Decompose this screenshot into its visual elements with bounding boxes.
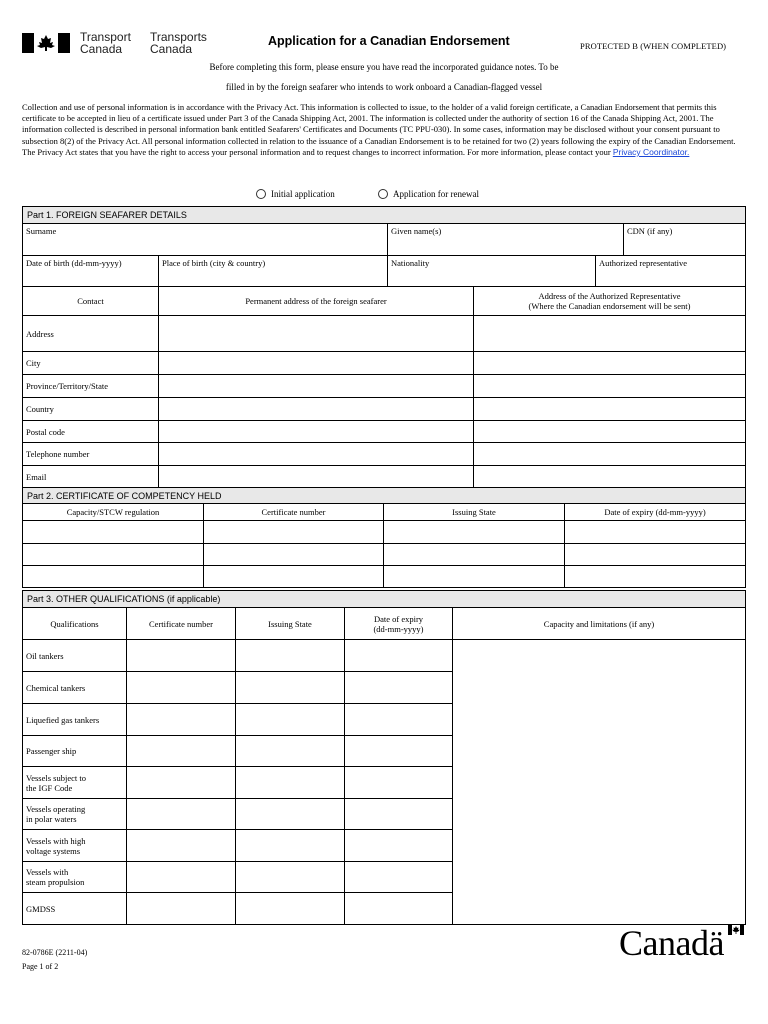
email-label: Email	[23, 466, 159, 488]
part2-cell[interactable]	[23, 521, 204, 544]
part2-cell[interactable]	[565, 521, 746, 544]
part3-cell[interactable]	[345, 704, 453, 736]
surname-field[interactable]: Surname	[23, 224, 388, 256]
part3-cell[interactable]	[236, 704, 345, 736]
initial-application-option[interactable]: Initial application	[256, 189, 335, 199]
part1-table	[22, 206, 746, 488]
part3-cell[interactable]	[236, 862, 345, 893]
part2-cell[interactable]	[384, 566, 565, 588]
nationality-field[interactable]: Nationality	[388, 256, 596, 287]
perm-address-input[interactable]	[159, 316, 474, 352]
qualification-passenger-ship: Passenger ship	[23, 736, 127, 767]
issuing-state-header: Issuing State	[236, 608, 345, 640]
part3-cell[interactable]	[236, 640, 345, 672]
perm-telephone-input[interactable]	[159, 443, 474, 466]
qualification-steam-propulsion: Vessels with steam propulsion	[23, 862, 127, 893]
dob-field[interactable]: Date of birth (dd-mm-yyyy)	[23, 256, 159, 287]
part2-table	[22, 487, 746, 588]
rep-address-input[interactable]	[474, 316, 746, 352]
part3-cell[interactable]	[236, 799, 345, 830]
part3-cell[interactable]	[345, 672, 453, 704]
perm-address-header: Permanent address of the foreign seafarer	[159, 287, 474, 316]
qualification-high-voltage: Vessels with high voltage systems	[23, 830, 127, 862]
rep-province-input[interactable]	[474, 375, 746, 398]
part3-cell[interactable]	[345, 893, 453, 925]
perm-postal-input[interactable]	[159, 421, 474, 443]
part3-cell[interactable]	[127, 672, 236, 704]
renewal-application-radio[interactable]	[378, 189, 388, 199]
part3-cell[interactable]	[127, 893, 236, 925]
privacy-notice: Collection and use of personal information is in accordance with the Privacy Act. This information is collected to issue, to the holder of a valid foreign certificate, a Canadian Endorsement that permits this certificate to be accepted in lieu of a certificate issued under Part 3 of the Canada Shipping Act, 2001. The information is collected under the authority of section 16 of the Canada Shipping Act, 2001. The information collected is described in personal information bank entitled Seafarers' Certificates and Documents (TC PPU-030). In some cases, information may be disclosed without your consent pursuant to subsection 8(2) of the Privacy Act. All personal information collected in relation to the issuance of a Canadian Endorsement is to be retained for two (2) years following the expiry of the Canadian Endorsement. The Privacy Act states that you have the right to access your personal information and to request changes to incorrect information. For more information, please contact your Privacy Coordinator.	[22, 102, 736, 157]
province-label: Province/Territory/State	[23, 375, 159, 398]
page-title: Application for a Canadian Endorsement	[268, 34, 510, 48]
initial-application-radio[interactable]	[256, 189, 266, 199]
perm-email-input[interactable]	[159, 466, 474, 488]
form-number: 82-0786E (2211-04)	[22, 948, 88, 957]
qualifications-header: Qualifications	[23, 608, 127, 640]
part2-cell[interactable]	[204, 521, 384, 544]
perm-province-input[interactable]	[159, 375, 474, 398]
part3-cell[interactable]	[236, 736, 345, 767]
issuing-state-header: Issuing State	[384, 504, 565, 521]
part2-cell[interactable]	[23, 544, 204, 566]
part2-cell[interactable]	[204, 544, 384, 566]
expiry-header: Date of expiry (dd-mm-yyyy)	[565, 504, 746, 521]
address-label: Address	[23, 316, 159, 352]
part3-table	[22, 590, 746, 925]
wordmark-flag-icon	[728, 925, 744, 935]
part3-cell[interactable]	[345, 862, 453, 893]
part1-header: Part 1. FOREIGN SEAFARER DETAILS	[23, 207, 746, 224]
telephone-label: Telephone number	[23, 443, 159, 466]
rep-telephone-input[interactable]	[474, 443, 746, 466]
perm-city-input[interactable]	[159, 352, 474, 375]
protected-label: PROTECTED B (WHEN COMPLETED)	[580, 41, 727, 51]
given-names-field[interactable]: Given name(s)	[388, 224, 624, 256]
part3-cell[interactable]	[127, 767, 236, 799]
certificate-number-header: Certificate number	[127, 608, 236, 640]
authorized-rep-field[interactable]: Authorized representative	[596, 256, 746, 287]
part3-cell[interactable]	[127, 830, 236, 862]
renewal-application-option[interactable]: Application for renewal	[378, 189, 479, 199]
city-label: City	[23, 352, 159, 375]
department-name-fr: Transports Canada	[150, 30, 207, 56]
part3-cell[interactable]	[127, 862, 236, 893]
rep-address-header: Address of the Authorized Representative (Where the Canadian endorsement will be sent)	[474, 287, 746, 316]
cdn-field[interactable]: CDN (if any)	[624, 224, 746, 256]
canada-flag-icon	[22, 33, 70, 53]
capacity-limitations-input[interactable]	[453, 640, 746, 925]
rep-email-input[interactable]	[474, 466, 746, 488]
part3-cell[interactable]	[345, 736, 453, 767]
part3-cell[interactable]	[345, 830, 453, 862]
canada-wordmark: Canadä	[619, 923, 724, 963]
capacity-limitations-header: Capacity and limitations (if any)	[453, 608, 746, 640]
part3-cell[interactable]	[127, 736, 236, 767]
perm-country-input[interactable]	[159, 398, 474, 421]
part3-cell[interactable]	[236, 830, 345, 862]
pob-field[interactable]: Place of birth (city & country)	[159, 256, 388, 287]
qualification-igf-code: Vessels subject to the IGF Code	[23, 767, 127, 799]
intro-line-2: filled in by the foreign seafarer who intends to work onboard a Canadian-flagged vessel	[225, 82, 543, 92]
part3-cell[interactable]	[345, 767, 453, 799]
intro-line-1: Before completing this form, please ensure you have read the incorporated guidance notes. To be	[209, 62, 559, 72]
expiry-header: Date of expiry (dd-mm-yyyy)	[345, 608, 453, 640]
part3-cell[interactable]	[127, 704, 236, 736]
part3-cell[interactable]	[345, 799, 453, 830]
part3-cell[interactable]	[127, 640, 236, 672]
part3-cell[interactable]	[236, 767, 345, 799]
qualification-gmdss: GMDSS	[23, 893, 127, 925]
rep-postal-input[interactable]	[474, 421, 746, 443]
rep-city-input[interactable]	[474, 352, 746, 375]
country-label: Country	[23, 398, 159, 421]
rep-country-input[interactable]	[474, 398, 746, 421]
page-number: Page 1 of 2	[22, 962, 59, 971]
part2-cell[interactable]	[565, 544, 746, 566]
part2-cell[interactable]	[384, 544, 565, 566]
part3-cell[interactable]	[236, 672, 345, 704]
contact-header: Contact	[23, 287, 159, 316]
part2-cell[interactable]	[204, 566, 384, 588]
part2-cell[interactable]	[23, 566, 204, 588]
qualification-chemical-tankers: Chemical tankers	[23, 672, 127, 704]
part2-cell[interactable]	[565, 566, 746, 588]
part3-cell[interactable]	[345, 640, 453, 672]
part3-cell[interactable]	[236, 893, 345, 925]
qualification-oil-tankers: Oil tankers	[23, 640, 127, 672]
postal-code-label: Postal code	[23, 421, 159, 443]
part3-cell[interactable]	[127, 799, 236, 830]
certificate-number-header: Certificate number	[204, 504, 384, 521]
qualification-polar-waters: Vessels operating in polar waters	[23, 799, 127, 830]
qualification-liquefied-gas: Liquefied gas tankers	[23, 704, 127, 736]
capacity-header: Capacity/STCW regulation	[23, 504, 204, 521]
part2-header: Part 2. CERTIFICATE OF COMPETENCY HELD	[23, 488, 746, 504]
department-name-en: Transport Canada	[80, 30, 131, 56]
privacy-coordinator-link[interactable]: Privacy Coordinator.	[612, 146, 690, 157]
part3-header: Part 3. OTHER QUALIFICATIONS (if applicable)	[23, 591, 746, 608]
part2-cell[interactable]	[384, 521, 565, 544]
